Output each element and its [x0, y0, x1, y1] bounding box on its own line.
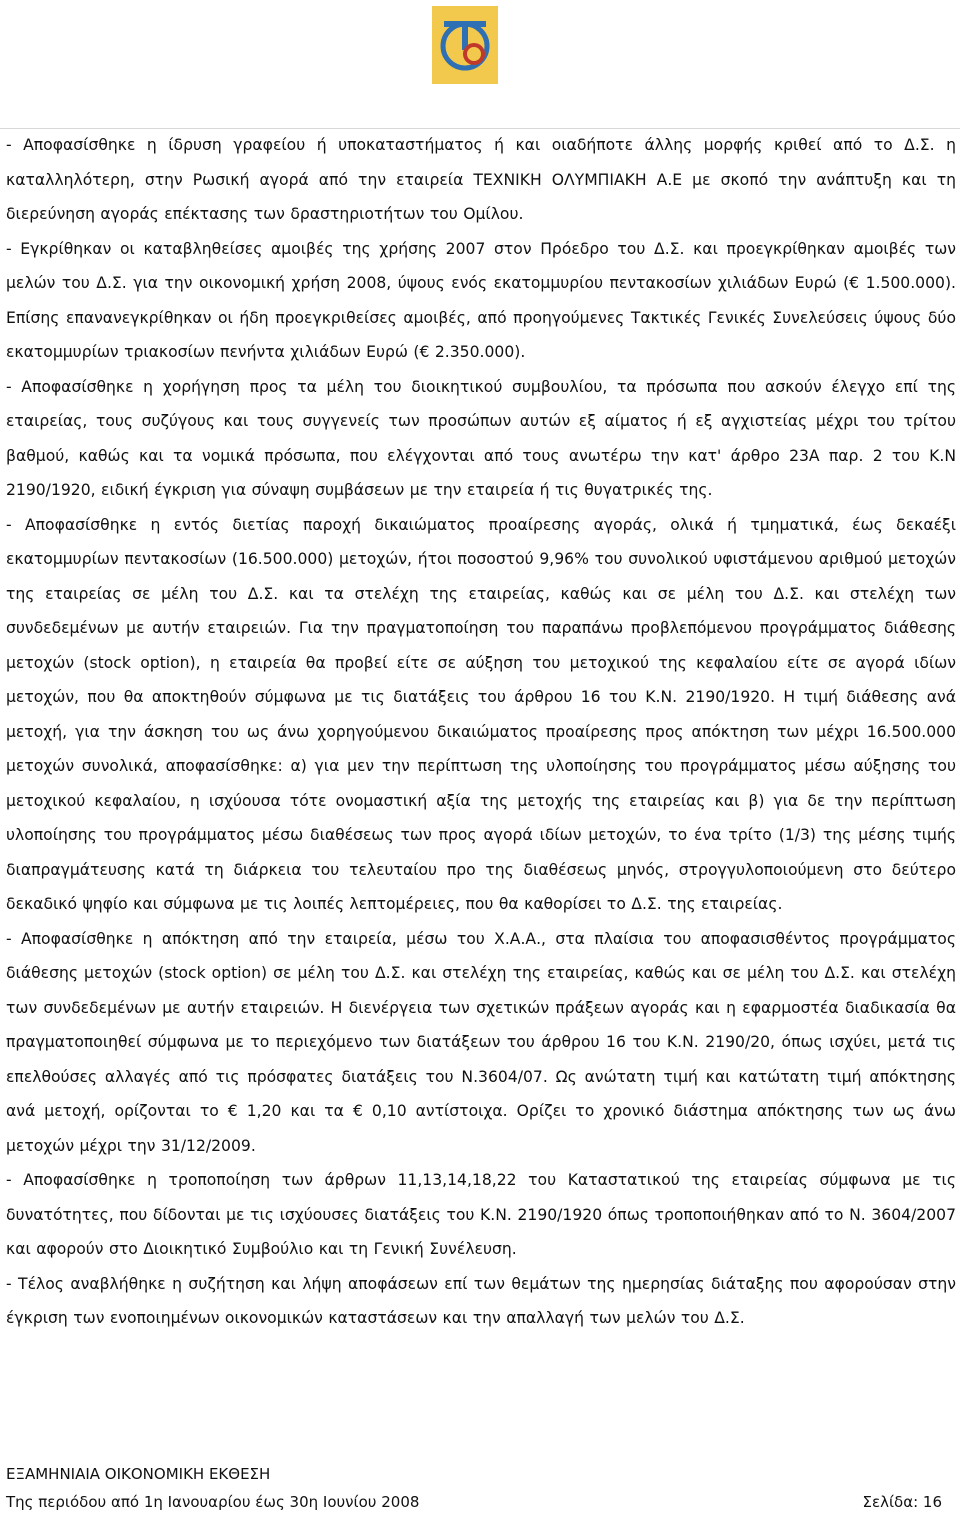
paragraph-russia-office: - Αποφασίσθηκε η ίδρυση γραφείου ή υποκαταστήματος ή και οιαδήποτε άλλης μορφής κριθεί από το Δ.Σ. η καταλληλότερη, στην Ρωσική αγορά από την εταιρεία ΤΕΧΝΙΚΗ ΟΛΥΜΠΙΑΚΗ Α.Ε με σκοπό την ανάπτυξη και τη διερεύνηση αγοράς επέκτασης των δραστηριοτήτων του Ομίλου.: [6, 136, 956, 223]
paragraph-share-buyback: - Αποφασίσθηκε η απόκτηση από την εταιρεία, μέσω του Χ.Α.Α., στα πλαίσια του αποφασισθέντος προγράμματος διάθεσης μετοχών (stock option) σε μέλη του Δ.Σ. και στελέχη της εταιρείας, καθώς και σε μέλη του Δ.Σ. και στελέχη των συνδεδεμένων με αυτήν εταιρειών. Η διενέργεια των σχετικών πράξεων αγοράς και η εφαρμοστέα διαδικασία θα πραγματοποιηθεί σύμφωνα με το περιεχόμενο των διατάξεων του άρθρου 16 του Κ.Ν. 2190/20, όπως ισχύει, μετά τις επελθούσες αλλαγές από τις πρόσφατες διατάξεις του Ν.3604/07. Ως ανώτατη τιμή και κατώτατη τιμή απόκτησης ανά μετοχή, ορίζονται το € 1,20 και τα € 0,10 αντίστοιχα. Ορίζει το χρονικό διάστημα απόκτησης των ως άνω μετοχών μέχρι την 31/12/2009.: [6, 929, 956, 1155]
footer-period: Της περιόδου από 1η Ιανουαρίου έως 30η Ιουνίου 2008: [6, 1493, 420, 1511]
document-body: [6, 128, 956, 1336]
paragraph-board-remuneration: - Εγκρίθηκαν οι καταβληθείσες αμοιβές της χρήσης 2007 στον Πρόεδρο του Δ.Σ. και προεγκρίθηκαν αμοιβές των μελών του Δ.Σ. για την οικονομική χρήση 2008, ύψους ενός εκατομμυρίου πεντακοσίων χιλιάδων Ευρώ (€ 1.500.000). Επίσης επανανεγκρίθηκαν οι ήδη προεγκριθείσες αμοιβές, από προηγούμενες Τακτικές Γενικές Συνελεύσεις ύψους δύο εκατομμυρίων τριακοσίων πενήντα χιλιάδων Ευρώ (€ 2.350.000).: [6, 239, 956, 361]
paragraph-postponement: - Τέλος αναβλήθηκε η συζήτηση και λήψη αποφάσεων επί των θεμάτων της ημερησίας διάταξης που αφορούσαν στην έγκριση των ενοποιημένων οικονομικών καταστάσεων και την απαλλαγή των μελών του Δ.Σ.: [6, 1274, 956, 1327]
paragraph-stock-option-grant: - Αποφασίσθηκε η εντός διετίας παροχή δικαιώματος προαίρεσης αγοράς, ολικά ή τμηματικά, έως δεκαέξι εκατομμυρίων πεντακοσίων (16.500.000) μετοχών, ήτοι ποσοστού 9,96% του συνολικού υφιστάμενου αριθμού μετοχών της εταιρείας σε μέλη του Δ.Σ. και τα στελέχη της εταιρείας, καθώς και σε μέλη του Δ.Σ. και στελέχη των συνδεδεμένων με αυτήν εταιρειών. Για την πραγματοποίηση του παραπάνω προβλεπόμενου προγράμματος διάθεσης μετοχών (stock option), η εταιρεία θα προβεί είτε σε αύξηση του μετοχικού της κεφαλαίου είτε σε αγορά ιδίων μετοχών, που θα αποκτηθούν σύμφωνα με τις διατάξεις του άρθρου 16 του Κ.Ν. 2190/1920. Η τιμή διάθεσης ανά μετοχή, για την άσκηση του ως άνω χορηγούμενου δικαιώματος προαίρεσης προς απόκτηση των μέχρι 16.500.000 μετοχών συνολικά, αποφασίσθηκε: α) για μεν την περίπτωση της υλοποίησης του προγράμματος μέσω αύξησης του μετοχικού κεφαλαίου, η ισχύουσα τότε ονομαστική αξία της μετοχής της εταιρείας και β) για δε την περίπτωση υλοποίησης του προγράμματος μέσω διαθέσεως των προς αγορά ιδίων μετοχών, το ένα τρίτο (1/3) της μέσης τιμής διαπραγμάτευσης κατά τη διάρκεια του τελευταίου προ της διαθέσεως μηνός, στρογγυλοποιούμενη στο δεύτερο δεκαδικό ψηφίο και σύμφωνα με τις λοιπές λεπτομέρειες, που θα καθορίσει το Δ.Σ. της εταιρείας.: [6, 515, 956, 913]
paragraph-related-party-approval: - Αποφασίσθηκε η χορήγηση προς τα μέλη του διοικητικού συμβουλίου, τα πρόσωπα που ασκούν έλεγχο επί της εταιρείας, τους συζύγους και τους συγγενείς των προσώπων αυτών εξ αίματος ή εξ αγχιστείας μέχρι του τρίτου βαθμού, καθώς και τα νομικά πρόσωπα, που ελέγχονται από τους ανωτέρω την κατ' άρθρο 23Α παρ. 2 του Κ.Ν 2190/1920, ειδική έγκριση για σύναψη συμβάσεων με την εταιρεία ή τις θυγατρικές της.: [6, 377, 956, 499]
logo-icon: [432, 6, 498, 84]
paragraph-articles-amendment: - Αποφασίσθηκε η τροποποίηση των άρθρων 11,13,14,18,22 του Καταστατικού της εταιρείας σύμφωνα με τις δυνατότητες, που δίδονται με τις ισχύουσες διατάξεις του Κ.Ν. 2190/1920 όπως τροποποιήθηκαν από το Ν. 3604/2007 και αφορούν στο Διοικητικό Συμβούλιο και τη Γενική Συνέλευση.: [6, 1171, 956, 1258]
page-number: Σελίδα: 16: [862, 1493, 942, 1511]
footer-report-title: ΕΞΑΜΗΝΙΑΙΑ ΟΙΚΟΝΟΜΙΚΗ ΕΚΘΕΣΗ: [6, 1465, 271, 1483]
company-logo: [432, 6, 498, 84]
